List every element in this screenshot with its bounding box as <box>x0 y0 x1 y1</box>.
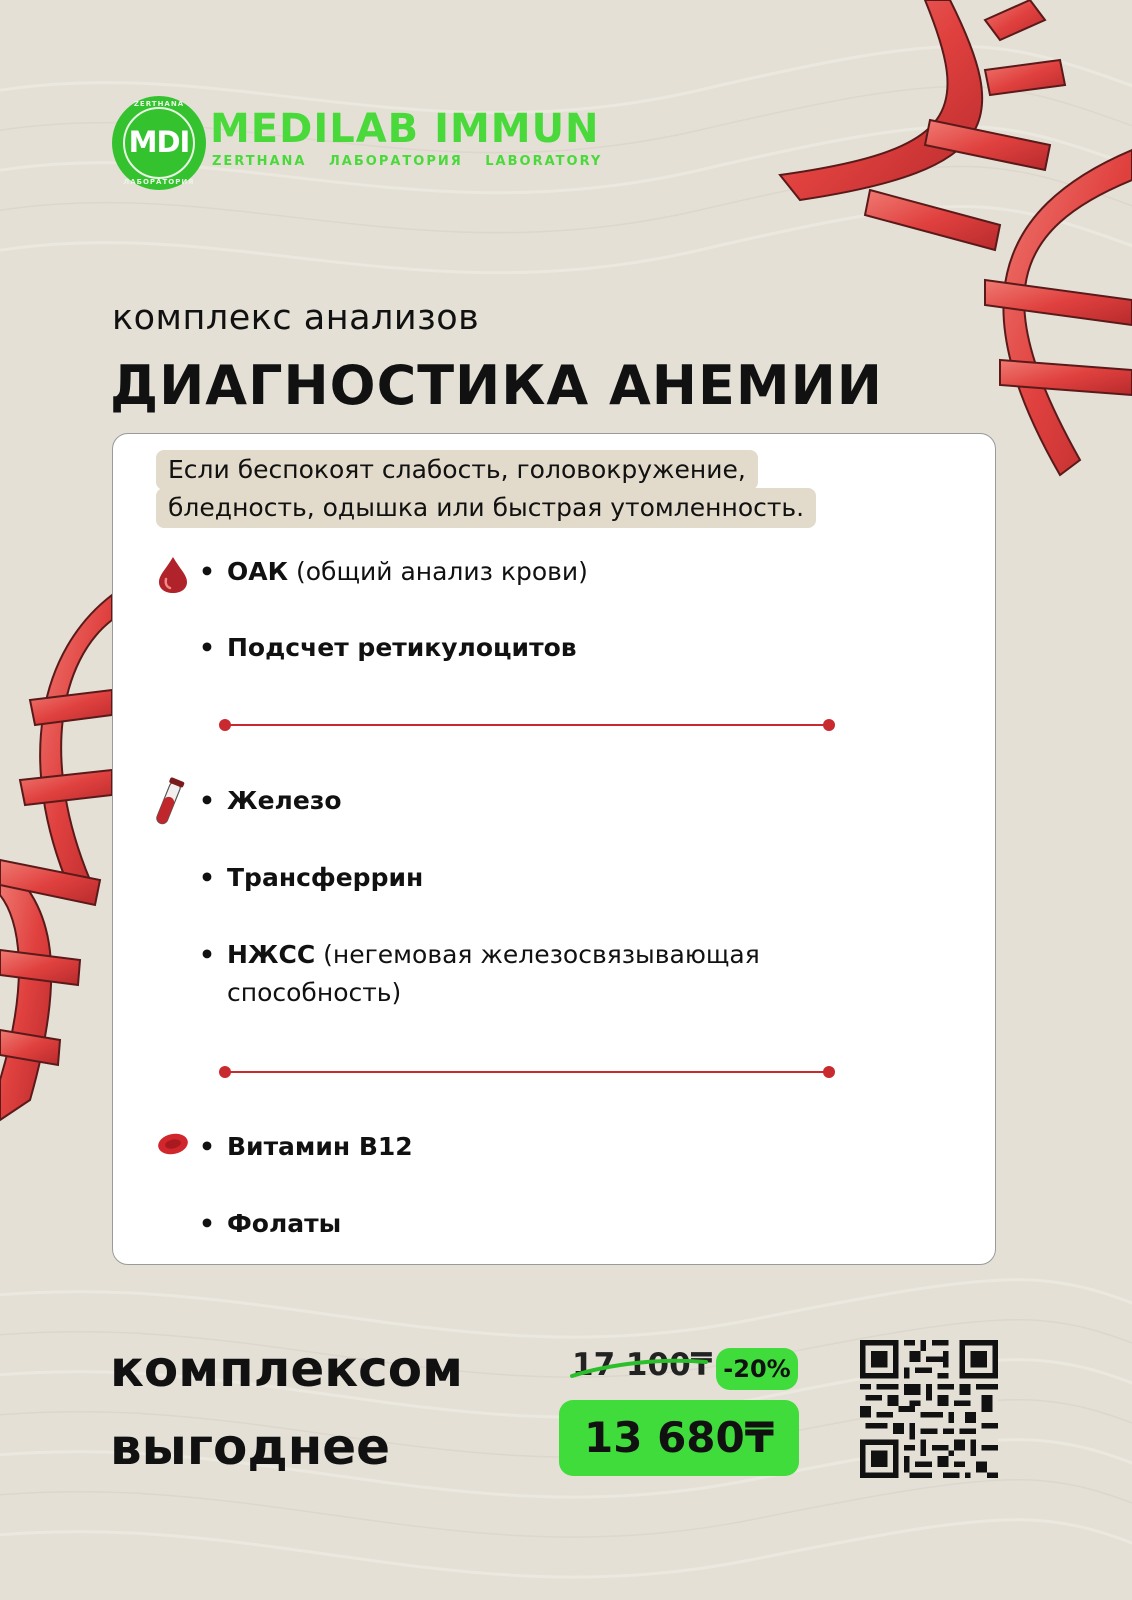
logo-badge <box>114 98 204 188</box>
tests-card <box>112 433 996 1265</box>
red-blood-cell-icon <box>156 1131 190 1157</box>
list-bullet: • <box>199 863 215 892</box>
test-name: ОАК <box>227 557 289 586</box>
list-bullet: • <box>199 940 215 969</box>
list-bullet: • <box>199 1132 215 1161</box>
test-tube-icon <box>151 777 187 829</box>
page-subtitle: комплекс анализов <box>112 298 480 338</box>
test-description: (негемовая железосвязывающая <box>315 940 760 969</box>
test-name: Витамин B12 <box>227 1132 413 1161</box>
test-name: Фолаты <box>227 1209 342 1238</box>
test-name: НЖСС <box>227 940 316 969</box>
offer-line-1: комплексом <box>110 1340 464 1398</box>
intro-line-1: Если беспокоят слабость, головокружение, <box>156 450 758 490</box>
logo-ring-bottom-text: ЛАБОРАТОРИЯ <box>123 178 195 186</box>
price-badge: 13 680₸ <box>559 1400 799 1476</box>
list-bullet: • <box>199 786 215 815</box>
price-strikethrough <box>570 1352 708 1382</box>
section-divider <box>225 1071 829 1073</box>
blood-drop-icon <box>156 555 190 595</box>
discount-badge: -20% <box>716 1348 798 1390</box>
brand-subtitle: ZERTHANA ЛАБОРАТОРИЯ LABORATORY <box>212 154 603 169</box>
test-description: (общий анализ крови) <box>288 557 588 586</box>
logo-badge-text: MDI <box>128 125 190 159</box>
list-bullet: • <box>199 1209 215 1238</box>
logo-ring-top-text: ZERTHANA <box>133 100 185 108</box>
old-price: 17 100₸ <box>572 1347 713 1383</box>
page-title: ДИАГНОСТИКА АНЕМИИ <box>110 354 883 417</box>
brand-logo <box>114 98 654 188</box>
section-divider <box>225 724 829 726</box>
test-name: Трансферрин <box>227 863 424 892</box>
brand-name: MEDILAB IMMUN <box>210 106 600 152</box>
list-bullet: • <box>199 633 215 662</box>
offer-line-2: выгоднее <box>110 1418 391 1476</box>
test-name: Подсчет ретикулоцитов <box>227 633 577 662</box>
intro-line-2: бледность, одышка или быстрая утомленность. <box>156 488 816 528</box>
qr-code <box>860 1340 998 1478</box>
list-bullet: • <box>199 557 215 586</box>
test-name: Железо <box>227 786 342 815</box>
test-description-cont: способность) <box>227 978 402 1007</box>
